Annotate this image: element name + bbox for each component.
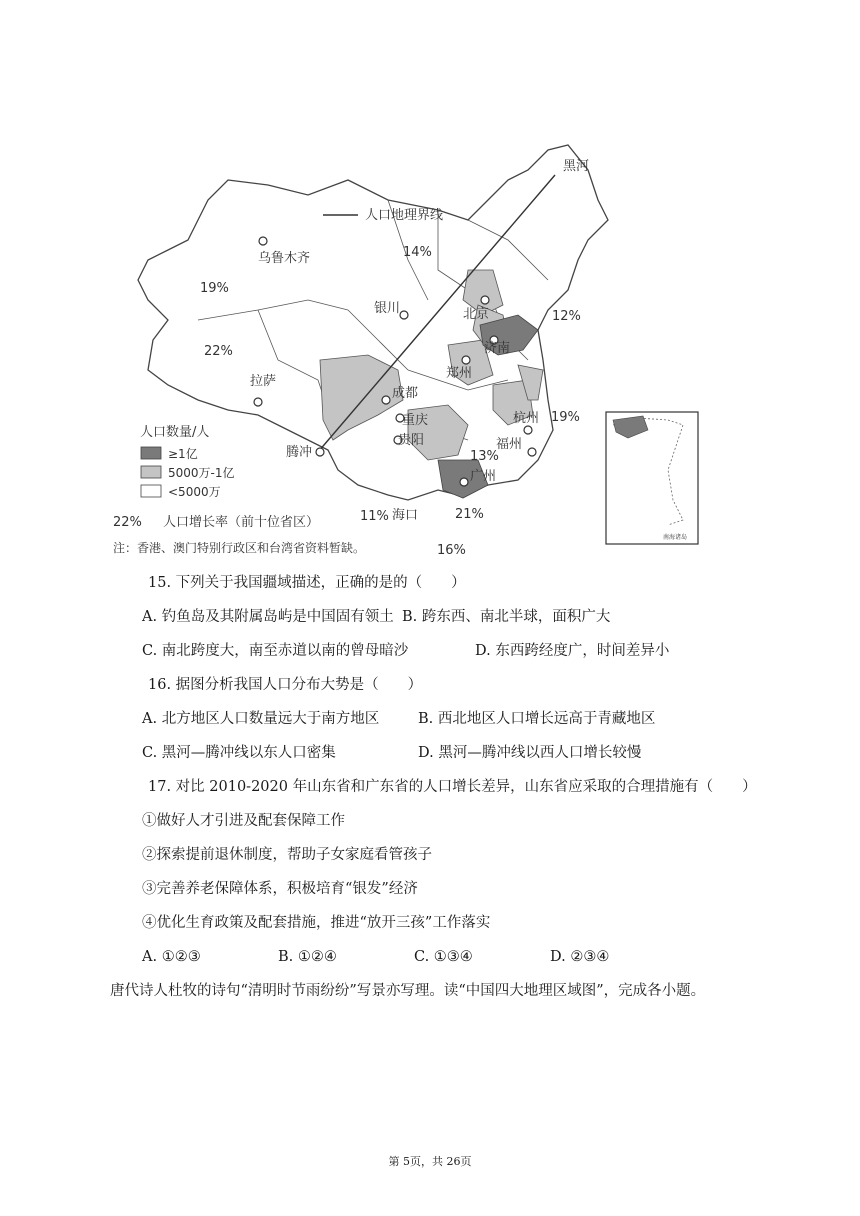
q15-option-d[interactable]: D. 东西跨经度广，时间差异小 — [475, 643, 670, 659]
city-beijing: 北京 — [463, 307, 490, 322]
q16-stem: 16. 据图分析我国人口分布大势是（ ） — [148, 677, 423, 693]
q16-option-d[interactable]: D. 黑河—腾冲线以西人口增长较慢 — [418, 745, 642, 761]
inset-label: 南海诸岛 — [663, 534, 688, 541]
q16-option-b[interactable]: B. 西北地区人口增长远高于青藏地区 — [418, 711, 656, 727]
q17-item-1: ①做好人才引进及配套保障工作 — [142, 813, 345, 829]
pct-12: 12% — [552, 309, 581, 324]
pct-19-zhejiang: 19% — [551, 410, 580, 425]
pct-11: 11% — [360, 509, 389, 524]
city-yinchuan: 银川 — [374, 301, 401, 316]
city-guiyang: 贵阳 — [398, 433, 425, 448]
city-jinan: 济南 — [484, 341, 511, 356]
legend-swatch-white — [141, 485, 161, 497]
pct-13: 13% — [470, 449, 499, 464]
pct-14: 14% — [403, 245, 432, 260]
city-heihe: 黑河 — [563, 159, 590, 174]
q15-stem: 15. 下列关于我国疆域描述，正确的是的（ ） — [148, 575, 466, 591]
page-footer: 第 5页，共 26页 — [388, 1155, 472, 1168]
city-urumqi: 乌鲁木齐 — [258, 251, 311, 266]
city-guangzhou: 广州 — [470, 469, 497, 484]
legend-item-1: ≥1亿 — [168, 447, 198, 461]
q17-stem: 17. 对比 2010-2020 年山东省和广东省的人口增长差异，山东省应采取的合理措施有（ ） — [148, 779, 757, 795]
legend-item-3: <5000万 — [168, 485, 221, 499]
pct-21: 21% — [455, 507, 484, 522]
q15-option-c[interactable]: C. 南北跨度大，南至赤道以南的曾母暗沙 — [142, 643, 409, 659]
city-tengchong: 腾冲 — [286, 445, 313, 460]
q16-option-a[interactable]: A. 北方地区人口数量远大于南方地区 — [142, 711, 380, 727]
city-fuzhou: 福州 — [496, 437, 523, 452]
city-lhasa: 拉萨 — [250, 374, 277, 389]
legend-line-label: 人口地理界线 — [365, 208, 444, 223]
section-intro: 唐代诗人杜牧的诗句“清明时节雨纷纷”写景亦写理。读“中国四大地理区域图”，完成各小题。 — [110, 983, 706, 999]
legend-title: 人口数量/人 — [140, 425, 210, 440]
city-hangzhou: 杭州 — [513, 411, 540, 426]
pct-19-xinjiang: 19% — [200, 281, 229, 296]
city-chongqing: 重庆 — [402, 413, 429, 428]
city-chengdu: 成都 — [392, 386, 419, 401]
pct-22: 22% — [204, 344, 233, 359]
pct-16: 16% — [437, 543, 466, 558]
map-svg — [108, 140, 708, 565]
q17-item-4: ④优化生育政策及配套措施，推进“放开三孩”工作落实 — [142, 915, 491, 931]
legend-item-2: 5000万-1亿 — [168, 466, 235, 480]
q17-option-d[interactable]: D. ②③④ — [550, 949, 610, 965]
china-outline — [138, 145, 608, 500]
q17-option-c[interactable]: C. ①③④ — [414, 949, 473, 965]
q15-option-a[interactable]: A. 钓鱼岛及其附属岛屿是中国固有领土 — [142, 609, 394, 625]
q17-item-2: ②探索提前退休制度，帮助子女家庭看管孩子 — [142, 847, 432, 863]
q15-option-b[interactable]: B. 跨东西、南北半球，面积广大 — [402, 609, 611, 625]
q17-item-3: ③完善养老保障体系，积极培育“银发”经济 — [142, 881, 418, 897]
china-population-map — [108, 140, 708, 565]
growth-label-pct: 22% — [113, 515, 142, 530]
map-note: 注：香港、澳门特别行政区和台湾省资料暂缺。 — [113, 541, 366, 555]
city-zhengzhou: 郑州 — [446, 366, 473, 381]
q17-option-b[interactable]: B. ①②④ — [278, 949, 337, 965]
q16-option-c[interactable]: C. 黑河—腾冲线以东人口密集 — [142, 745, 336, 761]
legend-swatch-light — [141, 466, 161, 478]
city-haikou: 海口 — [392, 508, 419, 523]
q17-option-a[interactable]: A. ①②③ — [142, 949, 201, 965]
growth-label-text: 人口增长率（前十位省区） — [163, 515, 320, 530]
legend-swatch-dark — [141, 447, 161, 459]
